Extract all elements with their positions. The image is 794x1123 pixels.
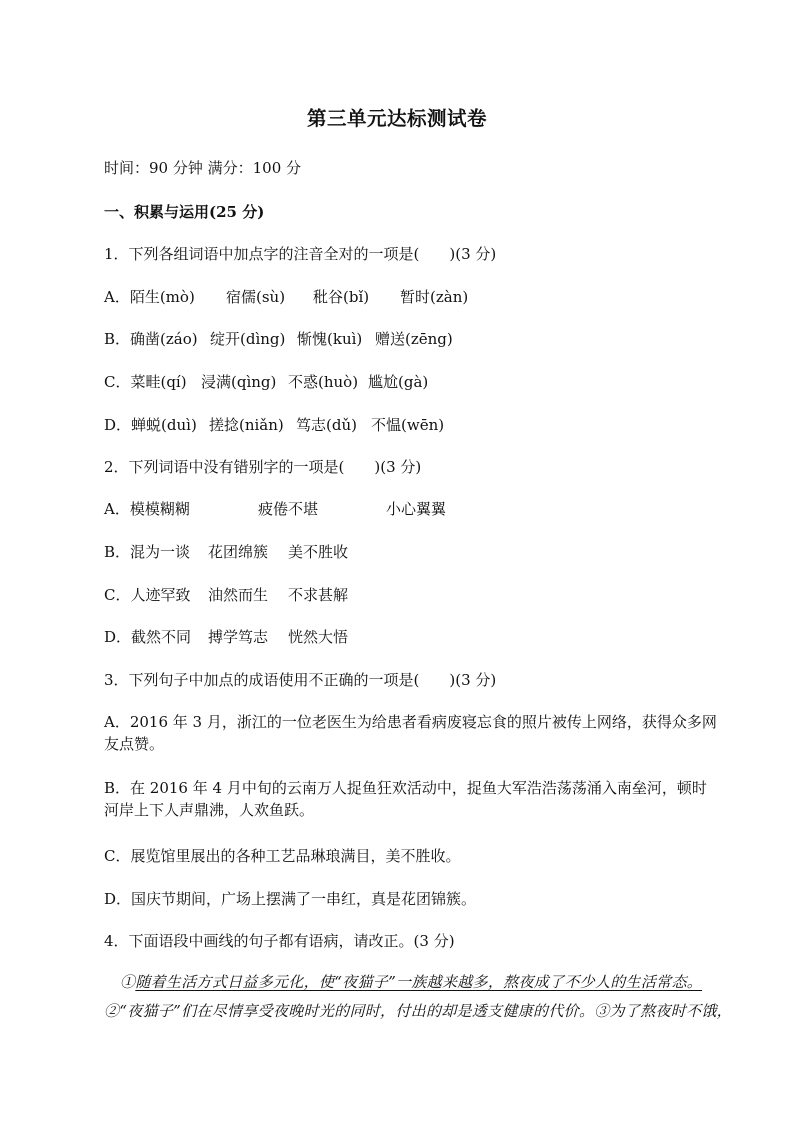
- option-term: 不求甚解: [288, 586, 349, 604]
- option-term: 搏学笃志: [208, 628, 269, 646]
- question-2-option-a: [104, 499, 446, 519]
- option-term: B．混为一谈: [104, 543, 191, 561]
- option-term: 尴尬(gà): [368, 373, 429, 391]
- option-term: 暂时(zàn): [400, 288, 469, 306]
- question-4-passage-line-2: ②“夜猫子”们在尽情享受夜晚时光的同时，付出的却是透支健康的代价。③为了熬夜时不饿，: [104, 1002, 732, 1020]
- question-4-passage-line-1: [120, 967, 752, 997]
- option-term: C．人迹罕致: [104, 586, 191, 604]
- option-term: B．确凿(záo): [104, 330, 198, 348]
- sentence-number: ①: [120, 973, 136, 991]
- option-term: 不惑(huò): [288, 373, 359, 391]
- question-3-option-b: B．在 2016 年 4 月中旬的云南万人捉鱼狂欢活动中，捉鱼大军浩浩荡荡涌入南垒河，顿时河岸上下人声鼎沸，人欢鱼跃。: [104, 779, 707, 819]
- question-3-option-d: D．国庆节期间，广场上摆满了一串红，真是花团锦簇。: [104, 890, 477, 908]
- question-1-stem: 1．下列各组词语中加点字的注音全对的一项是( )(3 分): [104, 245, 497, 263]
- question-1-option-b: [104, 329, 453, 349]
- section-heading: 一、积累与运用(25 分): [104, 203, 265, 221]
- option-term: A．陌生(mò): [104, 288, 195, 306]
- option-term: D．截然不同: [104, 628, 192, 646]
- question-1-option-c: [104, 372, 428, 392]
- question-1-option-d: [104, 415, 444, 435]
- option-term: 宿儒(sù): [226, 288, 286, 306]
- option-term: A．模模糊糊: [104, 500, 190, 518]
- option-term: 美不胜收: [288, 543, 349, 561]
- option-term: D．蝉蜕(duì): [104, 416, 197, 434]
- question-4-stem: 4．下面语段中画线的句子都有语病，请改正。(3 分): [104, 932, 455, 950]
- option-term: 小心翼翼: [386, 500, 447, 518]
- page-title: 第三单元达标测试卷: [306, 107, 487, 130]
- question-3-option-c: C．展览馆里展出的各种工艺品琳琅满目，美不胜收。: [104, 847, 461, 865]
- option-term: 秕谷(bǐ): [313, 288, 370, 306]
- option-term: 不愠(wēn): [371, 416, 445, 434]
- option-term: C．菜畦(qí): [104, 373, 187, 391]
- question-2-option-d: [104, 627, 348, 647]
- option-term: 花团绵簇: [208, 543, 269, 561]
- question-1-option-a: [104, 287, 468, 307]
- question-3-stem: 3．下列句子中加点的成语使用不正确的一项是( )(3 分): [104, 671, 497, 689]
- underlined-sentence: 随着生活方式日益多元化，使“夜猫子”一族越来越多，熬夜成了不少人的生活常态。: [135, 973, 703, 991]
- question-2-option-c: [104, 585, 348, 605]
- question-2-stem: 2．下列词语中没有错别字的一项是( )(3 分): [104, 458, 422, 476]
- option-term: 恍然大悟: [288, 628, 349, 646]
- question-2-option-b: [104, 542, 348, 562]
- option-term: 油然而生: [208, 586, 269, 604]
- option-term: 赠送(zēng): [375, 330, 453, 348]
- option-term: 绽开(dìng): [210, 330, 286, 348]
- question-3-option-a: A．2016 年 3 月，浙江的一位老医生为给患者看病废寝忘食的照片被传上网络，获得众多网友点赞。: [104, 713, 717, 753]
- option-term: 浸满(qìng): [201, 373, 277, 391]
- option-term: 疲倦不堪: [258, 500, 319, 518]
- exam-meta: 时间：90 分钟 满分：100 分: [104, 159, 302, 177]
- option-term: 笃志(dǔ): [296, 416, 357, 434]
- option-term: 搓捻(niǎn): [209, 416, 284, 434]
- option-term: 惭愧(kuì): [297, 330, 363, 348]
